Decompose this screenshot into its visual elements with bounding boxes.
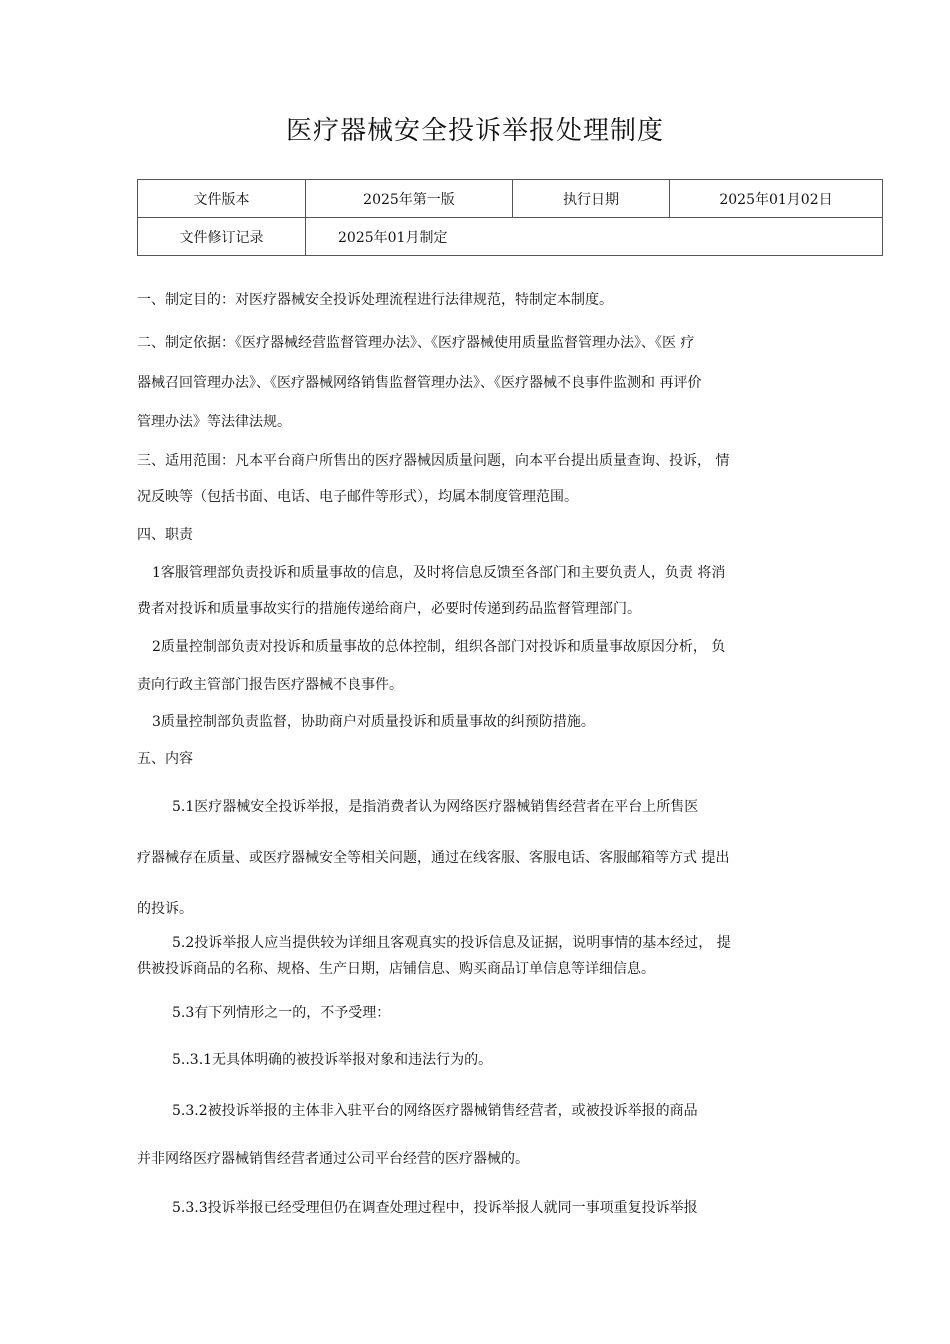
- body-line: 3质量控制部负责监督，协助商户对质量投诉和质量事故的纠预防措施。: [152, 714, 595, 730]
- table-row: [138, 180, 883, 218]
- version-value: 2025年第一版: [306, 180, 513, 218]
- document-meta-table: [137, 179, 883, 256]
- version-label: 文件版本: [138, 180, 306, 218]
- body-line: 5.1医疗器械安全投诉举报，是指消费者认为网络医疗器械销售经营者在平台上所售医: [172, 799, 699, 815]
- revision-value: 2025年01月制定: [306, 218, 883, 256]
- document-title: 医疗器械安全投诉举报处理制度: [285, 116, 664, 146]
- revision-label: 文件修订记录: [138, 218, 306, 256]
- body-line: 2质量控制部负责对投诉和质量事故的总体控制，组织各部门对投诉和质量事故原因分析， 负: [152, 639, 726, 655]
- body-line: 5.3有下列情形之一的，不予受理：: [172, 1005, 391, 1021]
- body-line: 的投诉。: [137, 901, 193, 917]
- body-line: 管理办法》等法律法规。: [137, 414, 291, 430]
- body-line: 一、制定目的：对医疗器械安全投诉处理流程进行法律规范，特制定本制度。: [137, 292, 613, 308]
- body-line: 二、制定依据：《医疗器械经营监督管理办法》、《医疗器械使用质量监督管理办法》、《医 疗: [137, 335, 695, 351]
- body-line: 供被投诉商品的名称、规格、生产日期，店铺信息、购买商品订单信息等详细信息。: [137, 961, 655, 977]
- section-heading: 四、职责: [137, 527, 193, 543]
- section-heading: 五、内容: [137, 751, 193, 767]
- table-row: [138, 218, 883, 256]
- date-value: 2025年01月02日: [670, 180, 883, 218]
- body-line: 5.3.2被投诉举报的主体非入驻平台的网络医疗器械销售经营者，或被投诉举报的商品: [172, 1103, 698, 1119]
- body-line: 三、适用范围：凡本平台商户所售出的医疗器械因质量问题，向本平台提出质量查询、投诉， 情: [137, 453, 730, 469]
- body-line: 责向行政主管部门报告医疗器械不良事件。: [137, 677, 403, 693]
- body-line: 1客服管理部负责投诉和质量事故的信息，及时将信息反馈至各部门和主要负责人，负责 将消: [152, 565, 726, 581]
- body-line: 疗器械存在质量、或医疗器械安全等相关问题，通过在线客服、客服电话、客服邮箱等方式 提出: [137, 850, 730, 866]
- body-line: 并非网络医疗器械销售经营者通过公司平台经营的医疗器械的。: [137, 1151, 529, 1167]
- body-line: 5.3.3投诉举报已经受理但仍在调查处理过程中，投诉举报人就同一事项重复投诉举报: [172, 1200, 698, 1216]
- body-line: 5..3.1无具体明确的被投诉举报对象和违法行为的。: [172, 1052, 493, 1068]
- body-line: 况反映等（包括书面、电话、电子邮件等形式），均属本制度管理范围。: [137, 489, 578, 505]
- date-label: 执行日期: [513, 180, 670, 218]
- body-line: 费者对投诉和质量事故实行的措施传递给商户，必要时传递到药品监督管理部门。: [137, 601, 641, 617]
- body-line: 5.2投诉举报人应当提供较为详细且客观真实的投诉信息及证据，说明事情的基本经过， 提: [172, 935, 731, 951]
- body-line: 器械召回管理办法》、《医疗器械网络销售监督管理办法》、《医疗器械不良事件监测和 再评价: [137, 375, 702, 391]
